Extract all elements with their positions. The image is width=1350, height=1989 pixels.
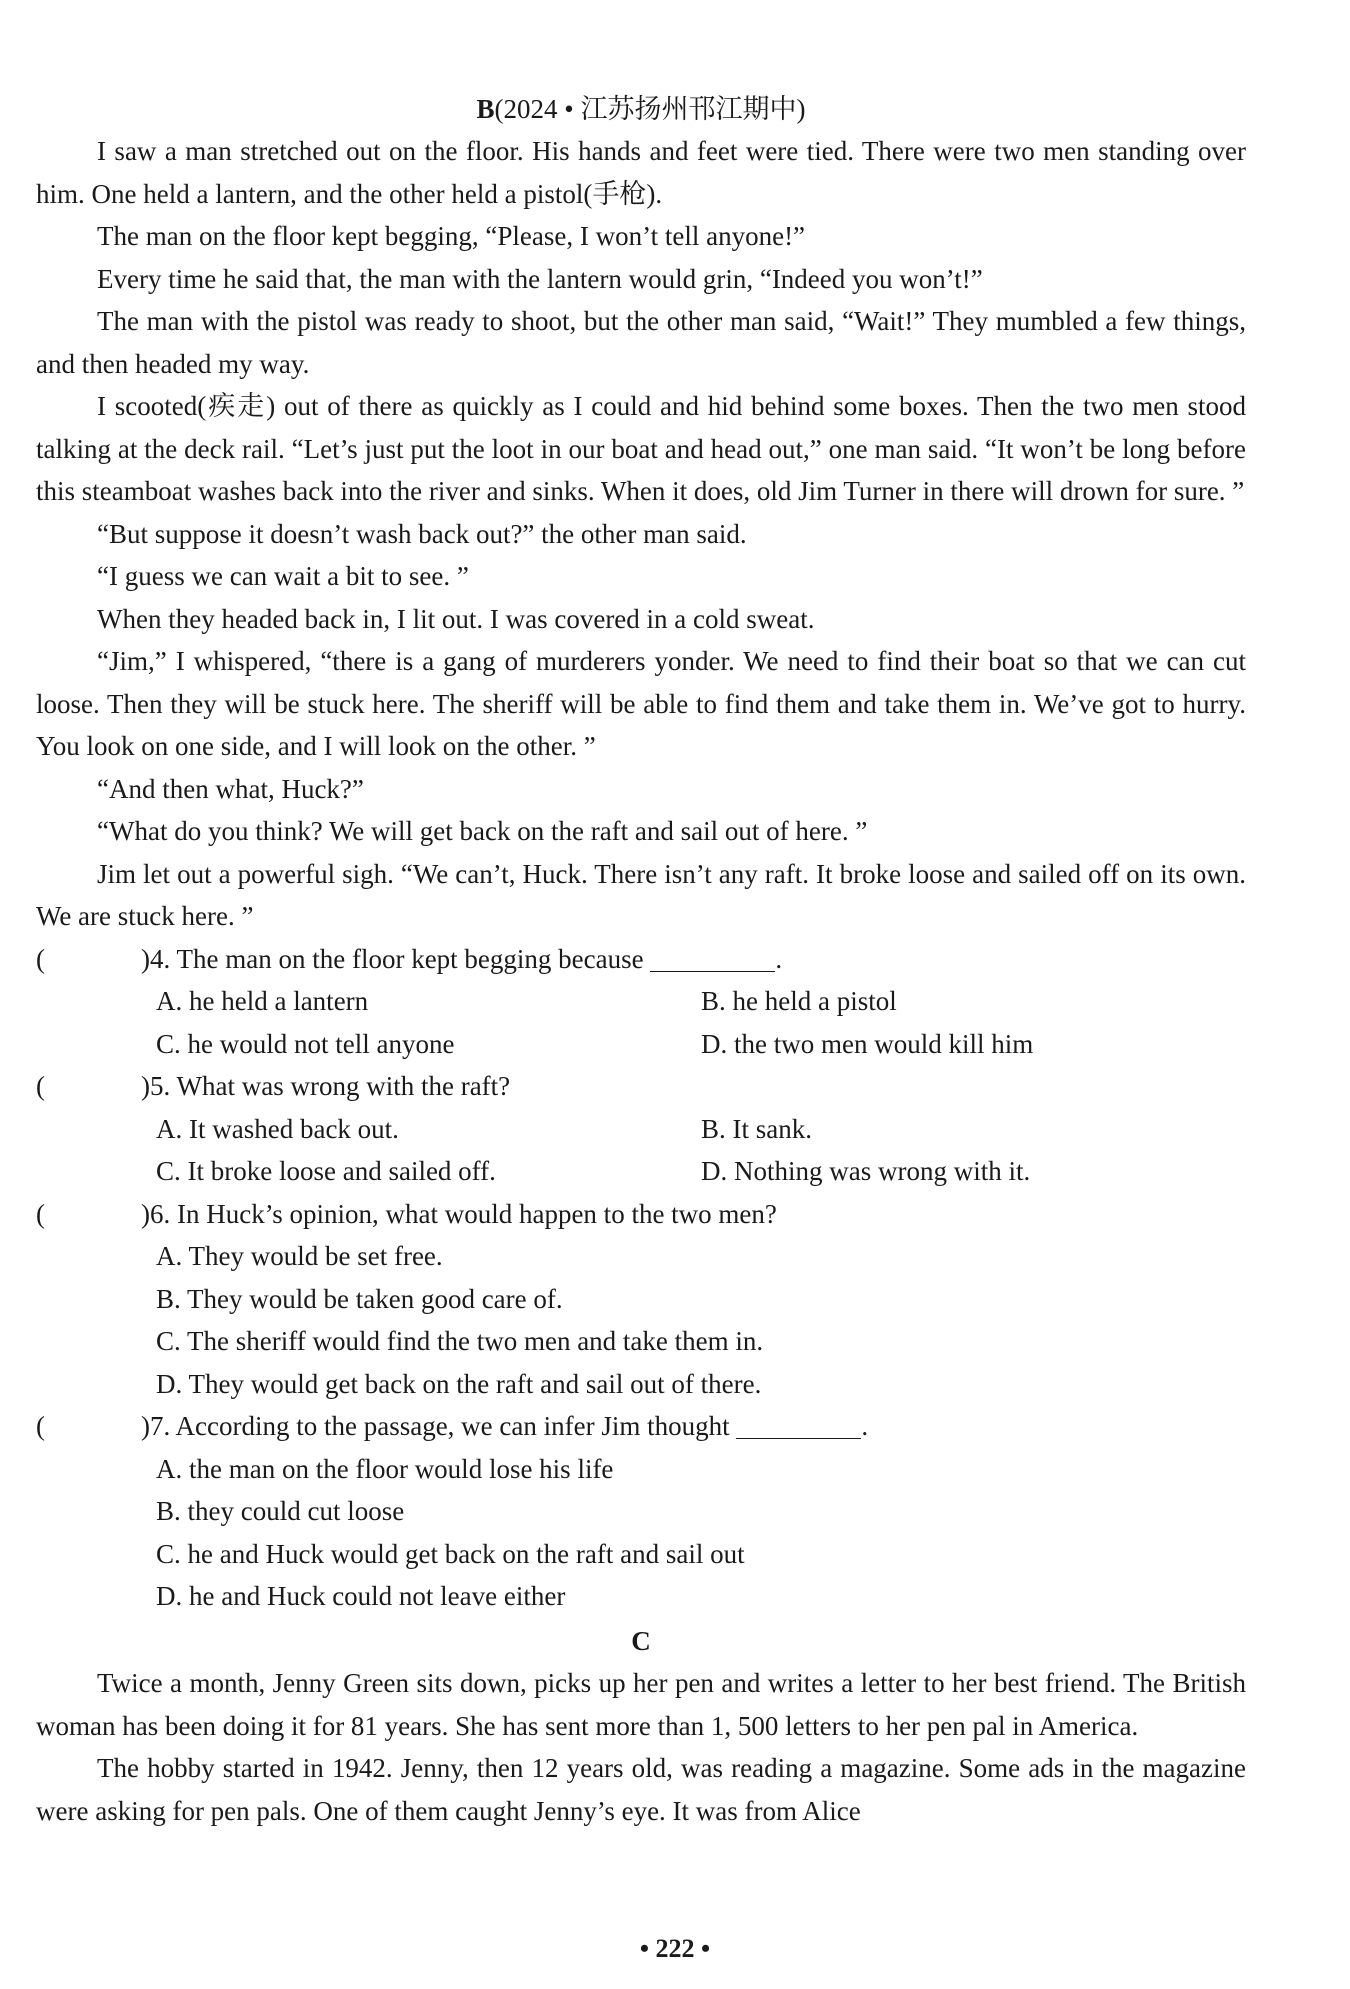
option-a[interactable]: A. the man on the floor would lose his life	[156, 1453, 614, 1484]
option-d[interactable]: D. the two men would kill him	[701, 1028, 1034, 1059]
question-text: The man on the floor kept begging because	[176, 943, 644, 974]
passage-paragraph: “But suppose it doesn’t wash back out?” the other man said.	[97, 518, 747, 549]
question-7	[36, 1405, 1246, 1618]
answer-blank[interactable]	[736, 1410, 861, 1439]
question-number: )7.	[141, 1411, 171, 1441]
options	[36, 1108, 1246, 1193]
question-number: )4.	[141, 943, 171, 974]
passage-paragraph: Twice a month, Jenny Green sits down, picks up her pen and writes a letter to her best friend. The British woman has been doing it for 81 years. She has sent more than 1, 500 letters to her pen pal in America.	[36, 1668, 1246, 1741]
passage-paragraph: I saw a man stretched out on the floor. His hands and feet were tied. There were two men standing over him. One held a lantern, and the other held a pistol(手枪).	[36, 136, 1246, 209]
option-c[interactable]: C. It broke loose and sailed off.	[156, 1156, 496, 1186]
passage-paragraph: “And then what, Huck?”	[97, 773, 364, 804]
passage-paragraph: I scooted(疾走) out of there as quickly as I could and hid behind some boxes. Then the two men stood talking at the deck rail. “Let’s just put the loot in our boat and head out,” one man said. “It won’t be long before this steamboat washes back into the river and sinks. When it does, old Jim Turner in there will drown for sure. ”	[36, 391, 1246, 506]
answer-bracket[interactable]: (	[36, 943, 45, 974]
passage-paragraph: Every time he said that, the man with the lantern would grin, “Indeed you won’t!”	[97, 263, 983, 294]
option-c[interactable]: C. he and Huck would get back on the raft and sail out	[156, 1538, 745, 1569]
answer-bracket[interactable]: (	[36, 1411, 45, 1441]
question-6	[36, 1193, 1246, 1406]
question-text: According to the passage, we can infer Jim thought	[175, 1411, 730, 1441]
question-stem	[36, 1193, 1246, 1236]
option-c[interactable]: C. The sheriff would find the two men and take them in.	[156, 1326, 764, 1356]
question-stem	[36, 938, 1246, 981]
passage-paragraph: The man with the pistol was ready to shoot, but the other man said, “Wait!” They mumbled a few things, and then headed my way.	[36, 306, 1246, 379]
answer-bracket[interactable]: (	[36, 1071, 45, 1101]
question-number: )6.	[141, 1198, 171, 1229]
option-c[interactable]: C. he would not tell anyone	[156, 1028, 455, 1059]
option-a[interactable]: A. It washed back out.	[156, 1113, 399, 1144]
option-a[interactable]: A. They would be set free.	[156, 1241, 443, 1271]
options	[36, 980, 1246, 1065]
option-d[interactable]: D. They would get back on the raft and sail out of there.	[156, 1368, 762, 1399]
option-d[interactable]: D. Nothing was wrong with it.	[701, 1156, 1031, 1186]
passage-paragraph: The hobby started in 1942. Jenny, then 12 years old, was reading a magazine. Some ads in the magazine were asking for pen pals. One of them caught Jenny’s eye. It was from Alice	[36, 1753, 1246, 1826]
passage-paragraph: “What do you think? We will get back on the raft and sail out of here. ”	[97, 816, 868, 846]
passage-paragraph: Jim let out a powerful sigh. “We can’t, Huck. There isn’t any raft. It broke loose and sailed off on its own. We are stuck here. ”	[36, 858, 1246, 931]
question-text: What was wrong with the raft?	[176, 1071, 511, 1101]
section-b-heading	[36, 88, 1246, 130]
section-c-passage	[36, 1662, 1246, 1832]
option-d[interactable]: D. he and Huck could not leave either	[156, 1581, 566, 1611]
passage-paragraph: When they headed back in, I lit out. I was covered in a cold sweat.	[97, 603, 815, 634]
section-b-source: (2024 • 江苏扬州邗江期中)	[494, 94, 806, 124]
page-number: • 222 •	[639, 1934, 711, 1963]
stem-end: .	[861, 1411, 869, 1441]
passage-paragraph: “Jim,” I whispered, “there is a gang of murderers yonder. We need to find their boat so that we can cut loose. Then they will be stuck here. The sheriff will be able to find them and take them in. We’ve got to hurry. You look on one side, and I will look on the other. ”	[36, 646, 1246, 761]
stem-end: .	[775, 943, 783, 974]
question-stem	[36, 1405, 1246, 1448]
options	[36, 1448, 1246, 1618]
passage-paragraph: “I guess we can wait a bit to see. ”	[97, 561, 469, 591]
option-b[interactable]: B. They would be taken good care of.	[156, 1283, 563, 1314]
question-text: In Huck’s opinion, what would happen to the two men?	[177, 1198, 777, 1229]
answer-blank[interactable]	[650, 943, 775, 972]
option-b[interactable]: B. he held a pistol	[701, 986, 897, 1016]
option-a[interactable]: A. he held a lantern	[156, 986, 369, 1016]
options	[36, 1235, 1246, 1405]
option-b[interactable]: B. they could cut loose	[156, 1496, 405, 1526]
question-stem	[36, 1065, 1246, 1108]
section-b-label: B	[476, 94, 495, 124]
question-4	[36, 938, 1246, 1066]
option-b[interactable]: B. It sank.	[701, 1113, 812, 1144]
section-b-passage	[36, 130, 1246, 938]
question-number: )5.	[141, 1071, 171, 1101]
passage-paragraph: The man on the floor kept begging, “Please, I won’t tell anyone!”	[97, 221, 806, 251]
answer-bracket[interactable]: (	[36, 1198, 45, 1229]
question-5	[36, 1065, 1246, 1193]
section-c-heading: C	[631, 1625, 651, 1656]
